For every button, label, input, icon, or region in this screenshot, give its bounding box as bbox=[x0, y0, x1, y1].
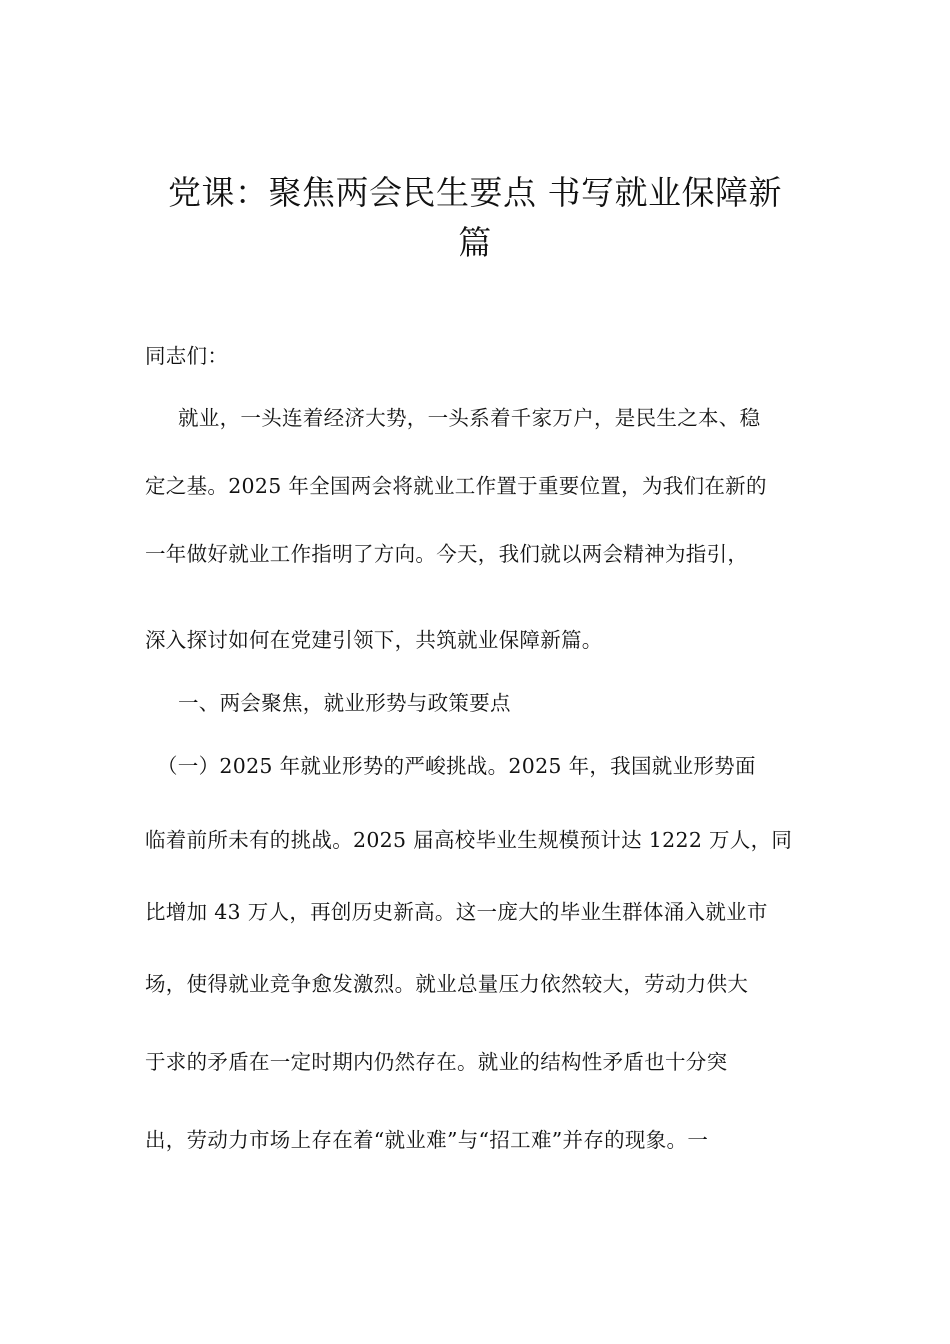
paragraph-line: 深入探讨如何在党建引领下，共筑就业保障新篇。 bbox=[145, 628, 603, 652]
paragraph-line: 就业，一头连着经济大势，一头系着千家万户，是民生之本、稳 bbox=[178, 406, 761, 430]
paragraph-line: 场，使得就业竞争愈发激烈。就业总量压力依然较大，劳动力供大 bbox=[145, 972, 749, 996]
paragraph-line: 比增加 43 万人，再创历史新高。这一庞大的毕业生群体涌入就业市 bbox=[145, 900, 768, 924]
subsection-heading-line: （一）2025 年就业形势的严峻挑战。2025 年，我国就业形势面 bbox=[157, 754, 756, 778]
paragraph-line: 一年做好就业工作指明了方向。今天，我们就以两会精神为指引， bbox=[145, 542, 749, 566]
title-line-1: 党课：聚焦两会民生要点 书写就业保障新 bbox=[168, 173, 782, 212]
paragraph-line: 于求的矛盾在一定时期内仍然存在。就业的结构性矛盾也十分突 bbox=[145, 1050, 728, 1074]
title-line-2: 篇 bbox=[458, 223, 492, 262]
salutation: 同志们： bbox=[145, 344, 229, 368]
document-title bbox=[140, 168, 810, 268]
paragraph-line: 定之基。2025 年全国两会将就业工作置于重要位置，为我们在新的 bbox=[145, 474, 767, 498]
paragraph-line: 出，劳动力市场上存在着“就业难”与“招工难”并存的现象。一 bbox=[145, 1128, 709, 1152]
paragraph-line: 临着前所未有的挑战。2025 届高校毕业生规模预计达 1222 万人，同 bbox=[145, 828, 793, 852]
section-heading: 一、两会聚焦，就业形势与政策要点 bbox=[178, 691, 511, 715]
